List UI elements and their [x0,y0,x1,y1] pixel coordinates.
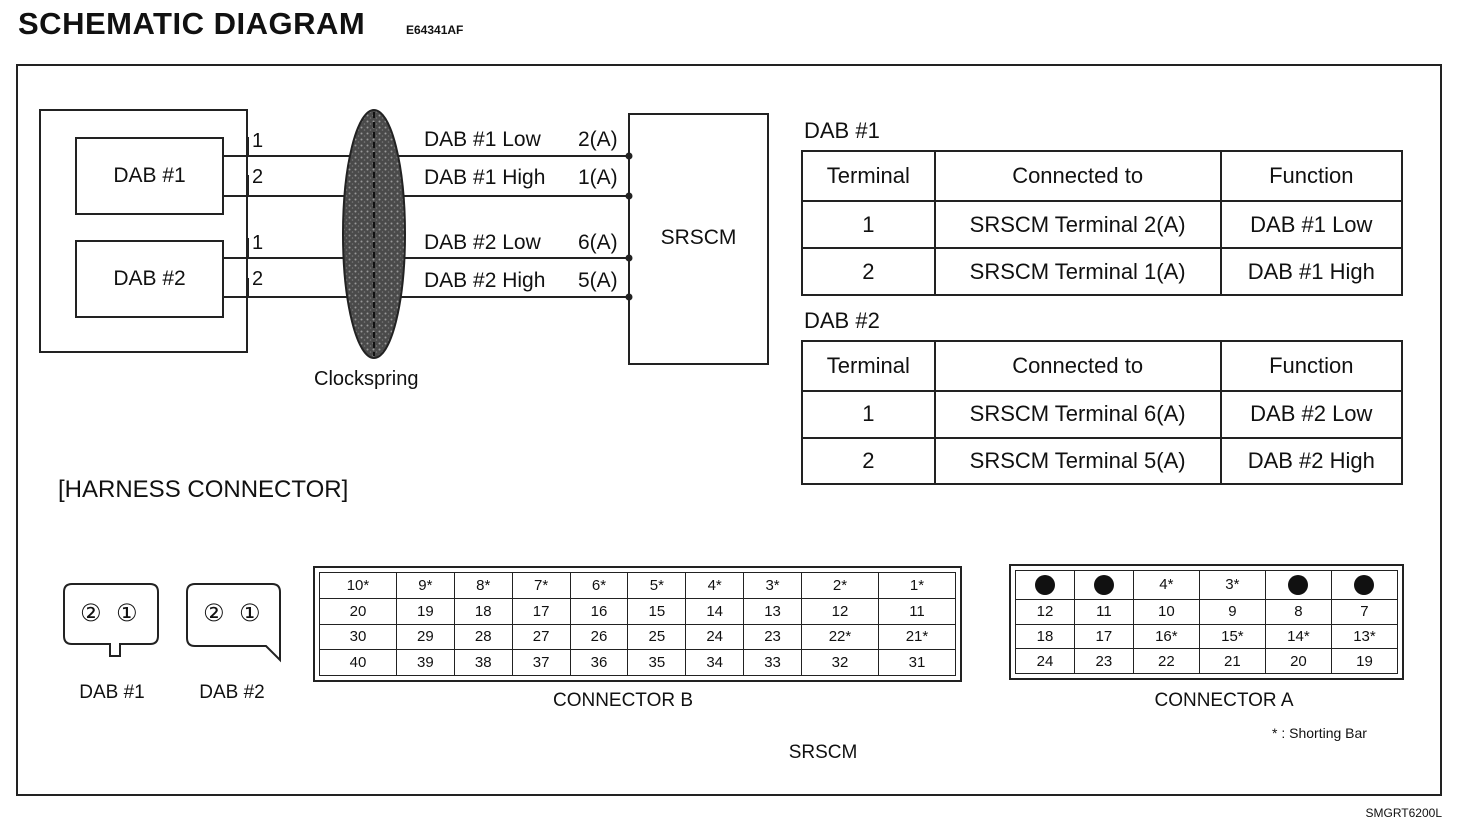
table-cell: SRSCM Terminal 2(A) [935,201,1221,248]
harness-title: [HARNESS CONNECTOR] [58,476,349,503]
connector-b [313,566,962,682]
dab2-connector-icon [187,584,280,660]
connector-b-pin: 4* [686,573,744,599]
connector-b-pin: 25 [628,624,686,650]
wire-name: DAB #1 Low [424,128,541,151]
table-header: Function [1221,151,1402,201]
table-header: Connected to [935,341,1221,391]
connector-b-pin: 38 [454,650,512,676]
filled-pin-icon [1354,575,1374,595]
dab1-label: DAB #1 [113,164,186,187]
table-cell: 1 [802,391,935,438]
connector-b-pin: 3* [744,573,802,599]
dab2-pin1: 1 [252,232,264,254]
connector-row [320,573,956,599]
connector-b-pin: 21* [878,624,955,650]
connector-a-pin: 22 [1133,649,1199,674]
connector-a-pin: 4* [1133,571,1199,600]
connector-a-pin: 12 [1016,599,1075,624]
table-row [802,438,1402,485]
table-cell: DAB #1 Low [1221,201,1402,248]
wire-name: DAB #2 High [424,269,546,292]
table-header: Terminal [802,341,935,391]
dab2-connector-label: DAB #2 [199,682,265,703]
connector-b-pin: 2* [801,573,878,599]
connector-a-pin: 16* [1133,624,1199,649]
terminal-table-dab2 [801,340,1403,485]
connector-row [1016,599,1398,624]
filled-pin-icon [1035,575,1055,595]
connector-a-pin: 3* [1199,571,1265,600]
connector-b-pin: 8* [454,573,512,599]
wire-terminal: 6(A) [578,231,618,254]
dab2-pin2-icon: ② [203,600,225,627]
connector-a-pin: 20 [1265,649,1331,674]
connector-b-pin: 40 [320,650,397,676]
shorting-bar-note: * : Shorting Bar [1272,725,1367,741]
connector-row [320,598,956,624]
connector-b-pin: 26 [570,624,628,650]
connector-row [1016,649,1398,674]
clockspring-label: Clockspring [314,368,419,390]
table-row [802,248,1402,295]
connector-b-pin: 36 [570,650,628,676]
dab2-pin1-icon: ① [239,600,261,627]
wire-terminal: 1(A) [578,166,618,189]
wire-terminal: 2(A) [578,128,618,151]
connector-row [320,650,956,676]
dab1-connector-icon [64,584,158,656]
connector-a-pin: 19 [1331,649,1397,674]
table-header: Connected to [935,151,1221,201]
connector-row [320,624,956,650]
connector-a-pin-filled [1265,571,1331,600]
connector-a-pin: 15* [1199,624,1265,649]
diagram-code: E64341AF [406,23,464,37]
filled-pin-icon [1094,575,1114,595]
connector-b-pin: 23 [744,624,802,650]
connector-b-pin: 33 [744,650,802,676]
page-title: SCHEMATIC DIAGRAM [18,6,366,41]
connector-b-pin: 24 [686,624,744,650]
table-cell: 1 [802,201,935,248]
connector-a-pin: 13* [1331,624,1397,649]
connector-a-pin: 10 [1133,599,1199,624]
dab1-pin1: 1 [252,130,264,152]
connector-b-pin: 6* [570,573,628,599]
table-cell: 2 [802,438,935,485]
connector-b-label: CONNECTOR B [552,690,694,711]
table-cell: DAB #2 High [1221,438,1402,485]
connector-b-pin: 20 [320,598,397,624]
table-cell: SRSCM Terminal 6(A) [935,391,1221,438]
connector-a-pin: 24 [1016,649,1075,674]
connector-a-pin-filled [1331,571,1397,600]
dab1-pin2: 2 [252,166,264,188]
connector-b-pin: 7* [512,573,570,599]
connector-b-pin: 28 [454,624,512,650]
connector-b-pin: 34 [686,650,744,676]
connector-a [1009,564,1404,680]
table-cell: SRSCM Terminal 1(A) [935,248,1221,295]
dab2-pin2: 2 [252,268,264,290]
connector-b-pin: 14 [686,598,744,624]
wire-terminal: 5(A) [578,269,618,292]
connector-b-pin: 22* [801,624,878,650]
connector-a-pin-filled [1016,571,1075,600]
connector-b-pin: 39 [396,650,454,676]
connector-b-pin: 11 [878,598,955,624]
filled-pin-icon [1288,575,1308,595]
connector-a-label: CONNECTOR A [1154,690,1294,711]
table-header: Terminal [802,151,935,201]
wire-name: DAB #2 Low [424,231,541,254]
connector-b-pin: 18 [454,598,512,624]
connector-b-pin: 12 [801,598,878,624]
connector-row [1016,571,1398,600]
connector-b-pin: 1* [878,573,955,599]
table-cell: 2 [802,248,935,295]
table-cell: DAB #2 Low [1221,391,1402,438]
connector-b-pin: 37 [512,650,570,676]
srscm-connector-label: SRSCM [788,742,858,763]
connector-row [1016,624,1398,649]
connector-a-pin: 23 [1074,649,1133,674]
dab1-pin1-icon: ① [116,600,138,627]
connector-a-pin: 14* [1265,624,1331,649]
connector-b-pin: 35 [628,650,686,676]
table-row [802,201,1402,248]
connector-b-pin: 30 [320,624,397,650]
connector-b-pin: 19 [396,598,454,624]
connector-b-pin: 5* [628,573,686,599]
connector-b-pin: 15 [628,598,686,624]
connector-a-pin: 11 [1074,599,1133,624]
table-header: Function [1221,341,1402,391]
connector-a-pin: 9 [1199,599,1265,624]
connector-b-pin: 16 [570,598,628,624]
table-title: DAB #1 [804,118,880,143]
connector-a-grid [1015,570,1398,674]
table-title: DAB #2 [804,308,880,333]
connector-a-pin: 17 [1074,624,1133,649]
connector-b-pin: 17 [512,598,570,624]
table-cell: DAB #1 High [1221,248,1402,295]
connector-a-pin: 8 [1265,599,1331,624]
connector-b-grid [319,572,956,676]
connector-a-pin-filled [1074,571,1133,600]
connector-a-pin: 18 [1016,624,1075,649]
connector-b-pin: 27 [512,624,570,650]
table-row [802,391,1402,438]
connector-a-pin: 7 [1331,599,1397,624]
wire-name: DAB #1 High [424,166,546,189]
connector-b-pin: 31 [878,650,955,676]
connector-b-pin: 32 [801,650,878,676]
connector-b-pin: 10* [320,573,397,599]
table-cell: SRSCM Terminal 5(A) [935,438,1221,485]
dab1-connector-label: DAB #1 [79,682,145,703]
connector-b-pin: 13 [744,598,802,624]
dab2-label: DAB #2 [113,267,186,290]
connector-b-pin: 29 [396,624,454,650]
footer-code: SMGRT6200L [1365,806,1442,820]
connector-a-pin: 21 [1199,649,1265,674]
terminal-table-dab1 [801,150,1403,296]
connector-b-pin: 9* [396,573,454,599]
dab1-pin2-icon: ② [80,600,102,627]
srscm-label: SRSCM [660,226,737,249]
